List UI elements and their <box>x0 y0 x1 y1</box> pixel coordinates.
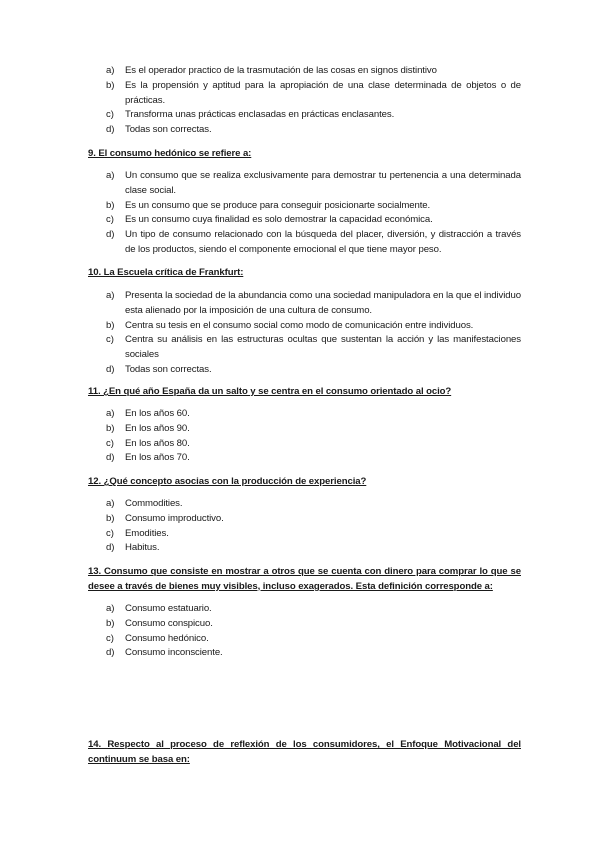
option-letter: c) <box>106 632 114 644</box>
option-d <box>88 451 521 466</box>
option-letter: b) <box>106 422 115 434</box>
option-a <box>88 407 521 422</box>
option-d <box>88 541 521 556</box>
option-d <box>88 646 521 661</box>
option-b <box>88 422 521 437</box>
option-b <box>88 199 521 214</box>
question-13-heading: 13. Consumo que consiste en mostrar a otros que se cuenta con dinero para comprar lo que se desee a través de bienes muy visibles, incluso exagerados. Esta definición corresponde a: <box>88 566 521 592</box>
option-letter: b) <box>106 199 115 211</box>
option-letter: d) <box>106 647 115 659</box>
option-a <box>88 289 521 319</box>
question-10-options <box>88 289 521 378</box>
option-a <box>88 497 521 512</box>
question-14-heading: 14. Respecto al proceso de reflexión de los consumidores, el Enfoque Motivacional del continuum se basa en: <box>88 739 521 765</box>
option-text: Habitus. <box>125 542 160 554</box>
option-letter: a) <box>106 290 115 301</box>
option-c <box>88 437 521 452</box>
option-letter: c) <box>106 527 114 539</box>
option-text: Todas son correctas. <box>125 124 212 136</box>
option-letter: d) <box>106 124 115 136</box>
question-9-options <box>88 169 521 258</box>
question-11-options <box>88 407 521 466</box>
option-a <box>88 602 521 617</box>
option-c <box>88 527 521 542</box>
option-c <box>88 213 521 228</box>
option-text: Presenta la sociedad de la abundancia como una sociedad manipuladora en la que el individuo esta alienado por la imposición de una cultura de consumo. <box>125 290 521 316</box>
option-text: Es un consumo que se produce para conseguir posicionarte socialmente. <box>125 199 431 211</box>
option-b <box>88 79 521 109</box>
option-c <box>88 632 521 647</box>
question-12-heading: 12. ¿Qué concepto asocias con la producción de experiencia? <box>88 476 367 487</box>
option-letter: b) <box>106 319 115 331</box>
option-letter: d) <box>106 229 115 241</box>
option-c <box>88 333 521 363</box>
option-text: En los años 90. <box>125 422 190 434</box>
option-text: Centra su análisis en las estructuras ocultas que sustentan la acción y las manifestaciones sociales <box>125 334 521 361</box>
option-letter: a) <box>106 498 115 509</box>
question-11-heading: 11. ¿En qué año España da un salto y se centra en el consumo orientado al ocio? <box>88 386 452 397</box>
option-text: En los años 70. <box>125 452 190 464</box>
option-letter: c) <box>106 109 114 121</box>
question-10-heading: 10. La Escuela crítica de Frankfurt: <box>88 267 244 278</box>
option-letter: a) <box>106 65 115 76</box>
option-letter: a) <box>106 408 115 419</box>
option-text: Consumo inconsciente. <box>125 647 223 659</box>
option-text: Consumo improductivo. <box>125 512 224 524</box>
option-letter: d) <box>106 363 115 375</box>
option-b <box>88 617 521 632</box>
option-letter: a) <box>106 603 115 614</box>
option-letter: c) <box>106 437 114 449</box>
option-text: Commodities. <box>125 498 183 509</box>
option-letter: c) <box>106 214 114 226</box>
option-letter: d) <box>106 542 115 554</box>
option-text: Un tipo de consumo relacionado con la búsqueda del placer, diversión, y distracción a través de los productos, siendo el componente emocional el que tiene mayor peso. <box>125 229 521 255</box>
option-letter: b) <box>106 512 115 524</box>
question-13-options <box>88 602 521 661</box>
option-a <box>88 64 521 79</box>
option-text: En los años 80. <box>125 437 190 449</box>
option-text: Es la propensión y aptitud para la apropiación de una clase determinada de objetos o de prácticas. <box>125 79 521 106</box>
option-letter: d) <box>106 452 115 464</box>
option-d <box>88 228 521 258</box>
option-text: Consumo conspicuo. <box>125 617 213 629</box>
option-c <box>88 108 521 123</box>
option-text: Un consumo que se realiza exclusivamente para demostrar tu pertenencia a una determinada clase social. <box>125 170 521 196</box>
option-letter: b) <box>106 617 115 629</box>
option-letter: b) <box>106 79 115 91</box>
question-9-heading: 9. El consumo hedónico se refiere a: <box>88 148 252 159</box>
option-letter: c) <box>106 334 114 346</box>
option-a <box>88 169 521 199</box>
option-text: Centra su tesis en el consumo social como modo de comunicación entre individuos. <box>125 319 474 331</box>
option-text: Es el operador practico de la trasmutación de las cosas en signos distintivo <box>125 65 437 76</box>
option-b <box>88 319 521 334</box>
question-12-options <box>88 497 521 556</box>
option-text: Es un consumo cuya finalidad es solo demostrar la capacidad económica. <box>125 214 433 226</box>
option-text: Transforma unas prácticas enclasadas en prácticas enclasantes. <box>125 109 395 121</box>
option-d <box>88 123 521 138</box>
option-text: Consumo estatuario. <box>125 603 212 614</box>
option-letter: a) <box>106 170 115 181</box>
option-b <box>88 512 521 527</box>
option-text: En los años 60. <box>125 408 190 419</box>
option-text: Todas son correctas. <box>125 363 212 375</box>
option-text: Consumo hedónico. <box>125 632 209 644</box>
option-text: Emodities. <box>125 527 169 539</box>
options-list-continued <box>88 64 521 138</box>
option-d <box>88 363 521 378</box>
